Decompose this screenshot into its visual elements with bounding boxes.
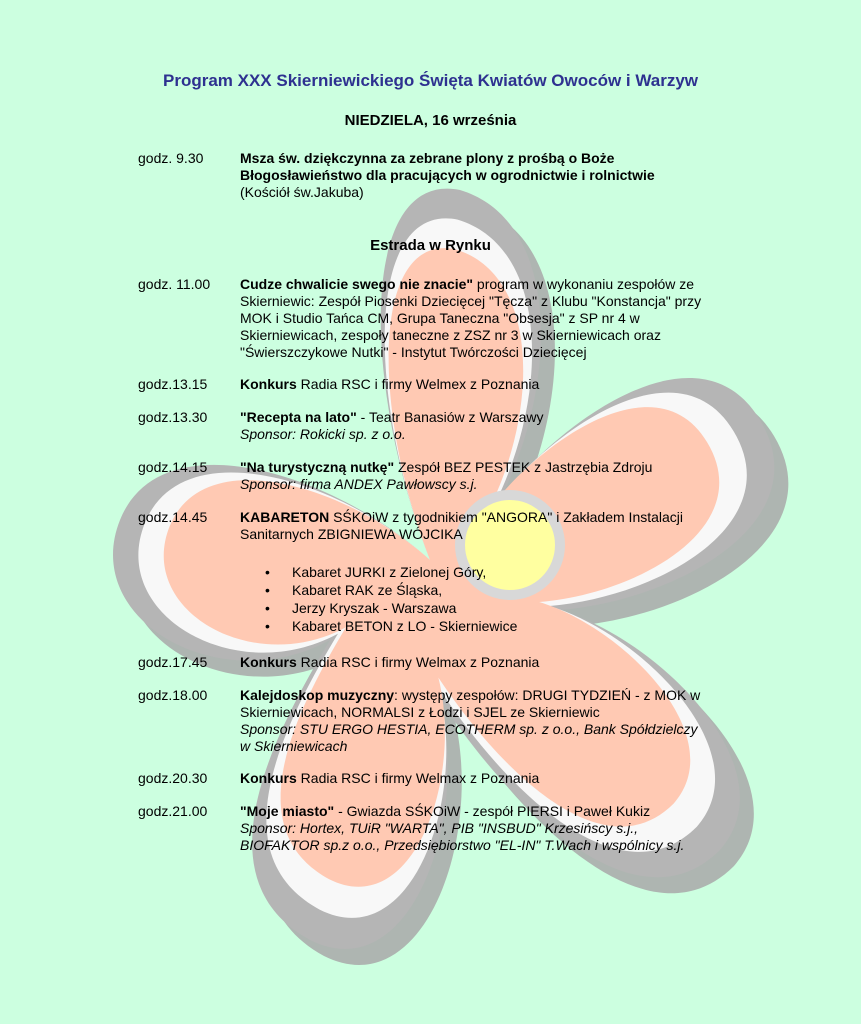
day-heading: NIEDZIELA, 16 września [344, 112, 517, 129]
entry-line: BIOFAKTOR sp.z o.o., Przedsiębiorstwo "EL-IN" T.Wach i wspólnicy s.j. [240, 837, 685, 853]
entry-line: Kalejdoskop muzyczny: występy zespołów: DRUGI TYDZIEŃ - z MOK w [240, 687, 701, 703]
kabaret-list [262, 563, 517, 635]
entry-line: Konkurs Radia RSC i firmy Welmax z Poznania [240, 654, 540, 670]
entry-line: Sponsor: STU ERGO HESTIA, ECOTHERM sp. z o.o., Bank Spółdzielczy [240, 721, 698, 737]
entry-line: Sponsor: Rokicki sp. z o.o. [240, 426, 406, 442]
list-item: • Kabaret RAK ze Śląska, [265, 582, 443, 598]
entry-time: godz. 9.30 [138, 150, 204, 166]
entry-line: Sponsor: Hortex, TUiR "WARTA", PIB "INSBUD" Krzesińscy s.j., [240, 820, 638, 836]
entry-description [240, 276, 730, 361]
entry-time: godz.17.45 [138, 654, 208, 670]
entry-description [240, 654, 730, 671]
entry-line: "Recepta na lato" - Teatr Banasiów z Warszawy [240, 409, 544, 425]
entry-line: Konkurs Radia RSC i firmy Welmex z Poznania [240, 376, 540, 392]
entry-time: godz.13.15 [138, 376, 208, 392]
entry-description [240, 376, 730, 393]
entry-line: w Skierniewicach [240, 738, 348, 754]
entry-line: Msza św. dziękczynna za zebrane plony z prośbą o Boże [240, 150, 615, 166]
entry-time: godz. 11.00 [138, 276, 211, 292]
entry-description [240, 409, 730, 443]
entry-line: Konkurs Radia RSC i firmy Welmax z Poznania [240, 770, 540, 786]
entry-description [240, 509, 730, 543]
page-title: Program XXX Skierniewickiego Święta Kwiatów Owoców i Warzyw [162, 71, 699, 90]
entry-line: KABARETON SŚKOiW z tygodnikiem "ANGORA" i Zakładem Instalacji [240, 509, 684, 525]
entry-time: godz.20.30 [138, 770, 208, 786]
entry-line: Skierniewic: Zespół Piosenki Dziecięcej "Tęcza" z Klubu "Konstancja" przy [240, 293, 702, 309]
entry-line: MOK i Studio Tańca CM, Grupa Taneczna "Obsesja" z SP nr 4 w [240, 310, 640, 326]
entry-time: godz.21.00 [138, 803, 208, 819]
entry-line: Sanitarnych ZBIGNIEWA WÓJCIKA [240, 526, 463, 542]
list-item: • Kabaret BETON z LO - Skierniewice [265, 618, 518, 634]
entry-description [240, 803, 730, 854]
list-item: • Jerzy Kryszak - Warszawa [265, 600, 457, 616]
entry-time: godz.18.00 [138, 687, 208, 703]
entry-line: Błogosławieństwo dla pracujących w ogrodnictwie i rolnictwie [240, 167, 655, 183]
section-heading: Estrada w Rynku [370, 237, 491, 254]
entry-description [240, 687, 730, 755]
entry-line: (Kościół św.Jakuba) [240, 184, 364, 200]
entry-line: "Na turystyczną nutkę" Zespół BEZ PESTEK z Jastrzębia Zdroju [240, 459, 653, 475]
entry-time: godz.13.30 [138, 409, 208, 425]
entry-time: godz.14.45 [138, 509, 208, 525]
entry-line: Skierniewicach, zespoły taneczne z ZSZ nr 3 w Skierniewicach oraz [240, 327, 661, 343]
entry-line: Skierniewicach, NORMALSI z Łodzi i SJEL ze Skierniewic [240, 704, 600, 720]
entry-line: "Moje miasto" - Gwiazda SŚKOiW - zespół PIERSI i Paweł Kukiz [240, 803, 651, 819]
entry-line: "Świerszczykowe Nutki" - Instytut Twórczości Dziecięcej [240, 344, 587, 360]
entry-description [240, 770, 730, 787]
list-item: • Kabaret JURKI z Zielonej Góry, [265, 564, 487, 580]
entry-description [240, 459, 730, 493]
entry-time: godz.14.15 [138, 459, 208, 475]
entry-line: Cudze chwalicie swego nie znacie" program w wykonaniu zespołów ze [240, 276, 695, 292]
entry-line: Sponsor: firma ANDEX Pawłowscy s.j. [240, 476, 478, 492]
entry-description [240, 150, 730, 201]
